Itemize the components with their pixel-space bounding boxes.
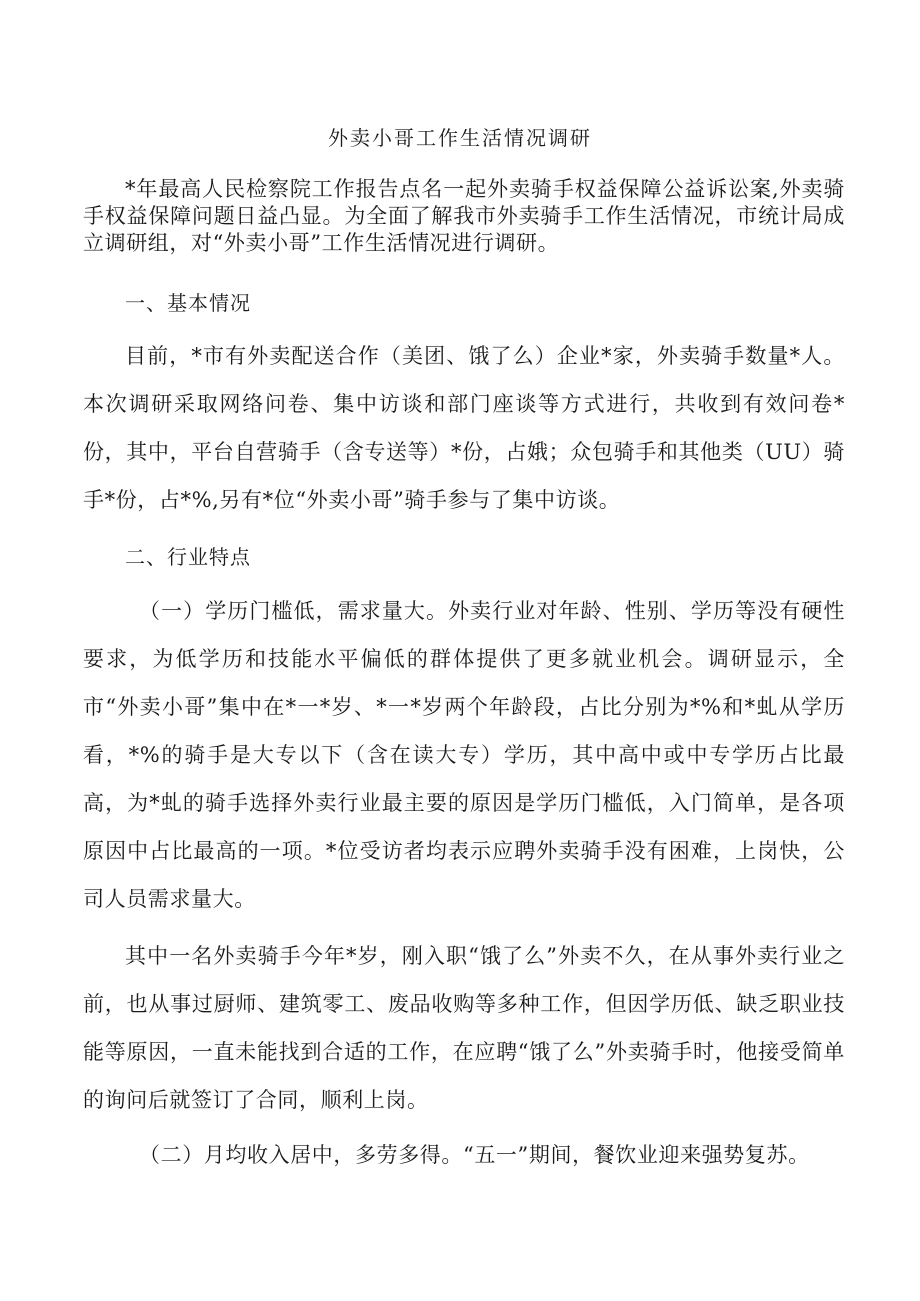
section2-block-3 <box>83 1131 845 1179</box>
section-heading-industry: 二、行业特点 <box>125 545 251 569</box>
section2-paragraph-3: （二）月均收入居中，多劳多得。“五一”期间，餐饮业迎来强势复苏。 <box>139 1143 810 1167</box>
section1-paragraph: 目前，*市有外卖配送合作（美团、饿了么）企业*家，外卖骑手数量*人。本次调研采取网络问卷、集中访谈和部门座谈等方式进行，共收到有效问卷*份，其中，平台自营骑手（含专送等）*份，占娥；众包骑手和其他类（UU）骑手*份，占*%,另有*位“外卖小哥”骑手参与了集中访谈。 <box>83 344 845 512</box>
intro-paragraph: *年最高人民检察院工作报告点名一起外卖骑手权益保障公益诉讼案,外卖骑手权益保障问题日益凸显。为全面了解我市外卖骑手工作生活情况，市统计局成立调研组，对“外卖小哥”工作生活情况进行调研。 <box>83 177 845 255</box>
section2-paragraph-2: 其中一名外卖骑手今年*岁，刚入职“饿了么”外卖不久，在从事外卖行业之前，也从事过厨师、建筑零工、废品收购等多种工作，但因学历低、缺乏职业技能等原因，一直未能找到合适的工作，在应聘“饿了么”外卖骑手时，他接受简单的询问后就签订了合同，顺利上岗。 <box>83 944 845 1112</box>
intro-block <box>83 176 845 257</box>
section2-block-2 <box>83 932 845 1124</box>
section-heading-basic: 一、基本情况 <box>125 291 251 315</box>
document-title: 外卖小哥工作生活情况调研 <box>328 126 592 150</box>
section1-block <box>83 332 845 524</box>
section2-block-1 <box>83 587 845 923</box>
section2-paragraph-1: （一）学历门槛低，需求量大。外卖行业对年龄、性别、学历等没有硬性要求，为低学历和技能水平偏低的群体提供了更多就业机会。调研显示，全市“外卖小哥”集中在*一*岁、*一*岁两个年龄段，占比分别为*%和*虬从学历看，*%的骑手是大专以下（含在读大专）学历，其中高中或中专学历占比最高，为*虬的骑手选择外卖行业最主要的原因是学历门槛低，入门简单，是各项原因中占比最高的一项。*位受访者均表示应聘外卖骑手没有困难，上岗快，公司人员需求量大。 <box>83 599 845 911</box>
